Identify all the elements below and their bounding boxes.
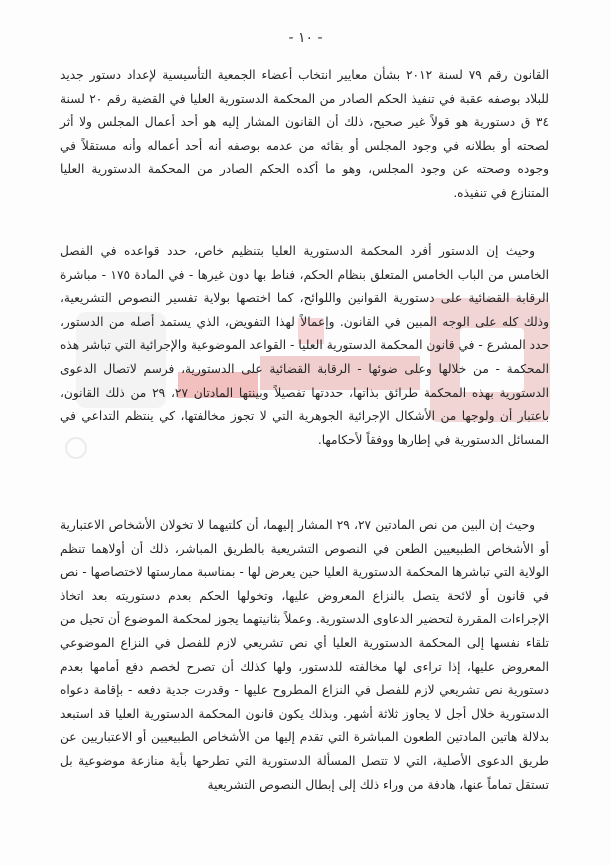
paragraph-3 [60, 514, 549, 797]
paragraph-1 [60, 64, 549, 206]
page-number: - ١٠ - [288, 30, 323, 46]
paragraph-1-text: القانون رقم ٧٩ لسنة ٢٠١٢ بشأن معايير انتخاب أعضاء الجمعية التأسيسية لإعداد دستور جديد للبلاد بوصفه عقبة في تنفيذ الحكم الصادر من المحكمة الدستورية العليا في القضية رقم ٢٠ لسنة ٣٤ ق دستورية هو قولاً غير صحيح، ذلك أن القانون المشار إليه هو أحد أعمال المجلس ولا أثر لصحته أو بطلانه في وجود المجلس أو بقائه من عدمه بوصفه أنه أحد أعماله وأنه مستقلاً في وجوده وصحته عن وجود المجلس، وهو ما أكده الحكم الصادر من المحكمة الدستورية العليا المتنازع في تنفيذه. [60, 68, 549, 200]
paragraph-2 [60, 240, 549, 452]
paragraph-3-text: وحيث إن البين من نص المادتين ٢٧، ٢٩ المشار إليهما، أن كلتيهما لا تخولان الأشخاص الاعتبارية أو الأشخاص الطبيعيين الطعن في النصوص التشريعية بالطريق المباشر، ذلك أن أولاهما تنظم الولاية التي تباشرها المحكمة الدستورية العليا حين يعرض لها - بمناسبة ممارستها لاختصاصها - نص في قانون أو لائحة يتصل بالنزاع المعروض عليها، وتخولها الحكم بعدم دستوريته بعد اتخاذ الإجراءات المقررة لتحضير الدعاوى الدستورية. وعملاً بثانيتهما يجوز لمحكمة الموضوع أن تحيل من تلقاء نفسها إلى المحكمة الدستورية العليا أي نص تشريعي لازم للفصل في النزاع الموضوعي المعروض عليها، إذا تراءى لها مخالفته للدستور، ولها كذلك أن تصرح لخصم دفع أمامها بعدم دستورية نص تشريعي لازم للفصل في النزاع المطروح عليها - وقدرت جدية دفعه - بإقامة دعواه الدستورية خلال أجل لا يجاوز ثلاثة أشهر. وبذلك يكون قانون المحكمة الدستورية العليا قد استبعد بدلالة هاتين المادتين الطعون المباشرة التي تقدم إليها من الأشخاص الطبيعيين أو الاعتباريين عن طريق الدعوى الأصلية، التي لا تتصل المسألة الدستورية التي تطرحها بأية منازعة موضوعية بل تستقل تماماً عنها، هادفة من وراء ذلك إلى إبطال النصوص التشريعية [60, 518, 549, 792]
paragraph-2-text: وحيث إن الدستور أفرد المحكمة الدستورية العليا بتنظيم خاص، حدد قواعده في الفصل الخامس من الباب الخامس المتعلق بنظام الحكم، فناط بها دون غيرها - في المادة ١٧٥ - مباشرة الرقابة القضائية على دستورية القوانين واللوائح، كما اختصها بولاية تفسير النصوص التشريعية، وذلك كله على الوجه المبين في القانون. وإعمالاً لهذا التفويض، الذي يستمد أصله من الدستور، حدد المشرع - في قانون المحكمة الدستورية العليا - القواعد الموضوعية والإجرائية التي تباشر هذه المحكمة - من خلالها وعلى ضوئها - الرقابة القضائية على الدستورية، فرسم لاتصال الدعوى الدستورية بهذه المحكمة طرائق بذاتها، حددتها تفصيلاً وبينتها المادتان ٢٧، ٢٩ من ذلك القانون، باعتبار أن ولوجها من الأشكال الإجرائية الجوهرية التي لا تجوز مخالفتها، كي ينتظم التداعي في المسائل الدستورية في إطارها ووفقاً لأحكامها. [60, 244, 549, 447]
